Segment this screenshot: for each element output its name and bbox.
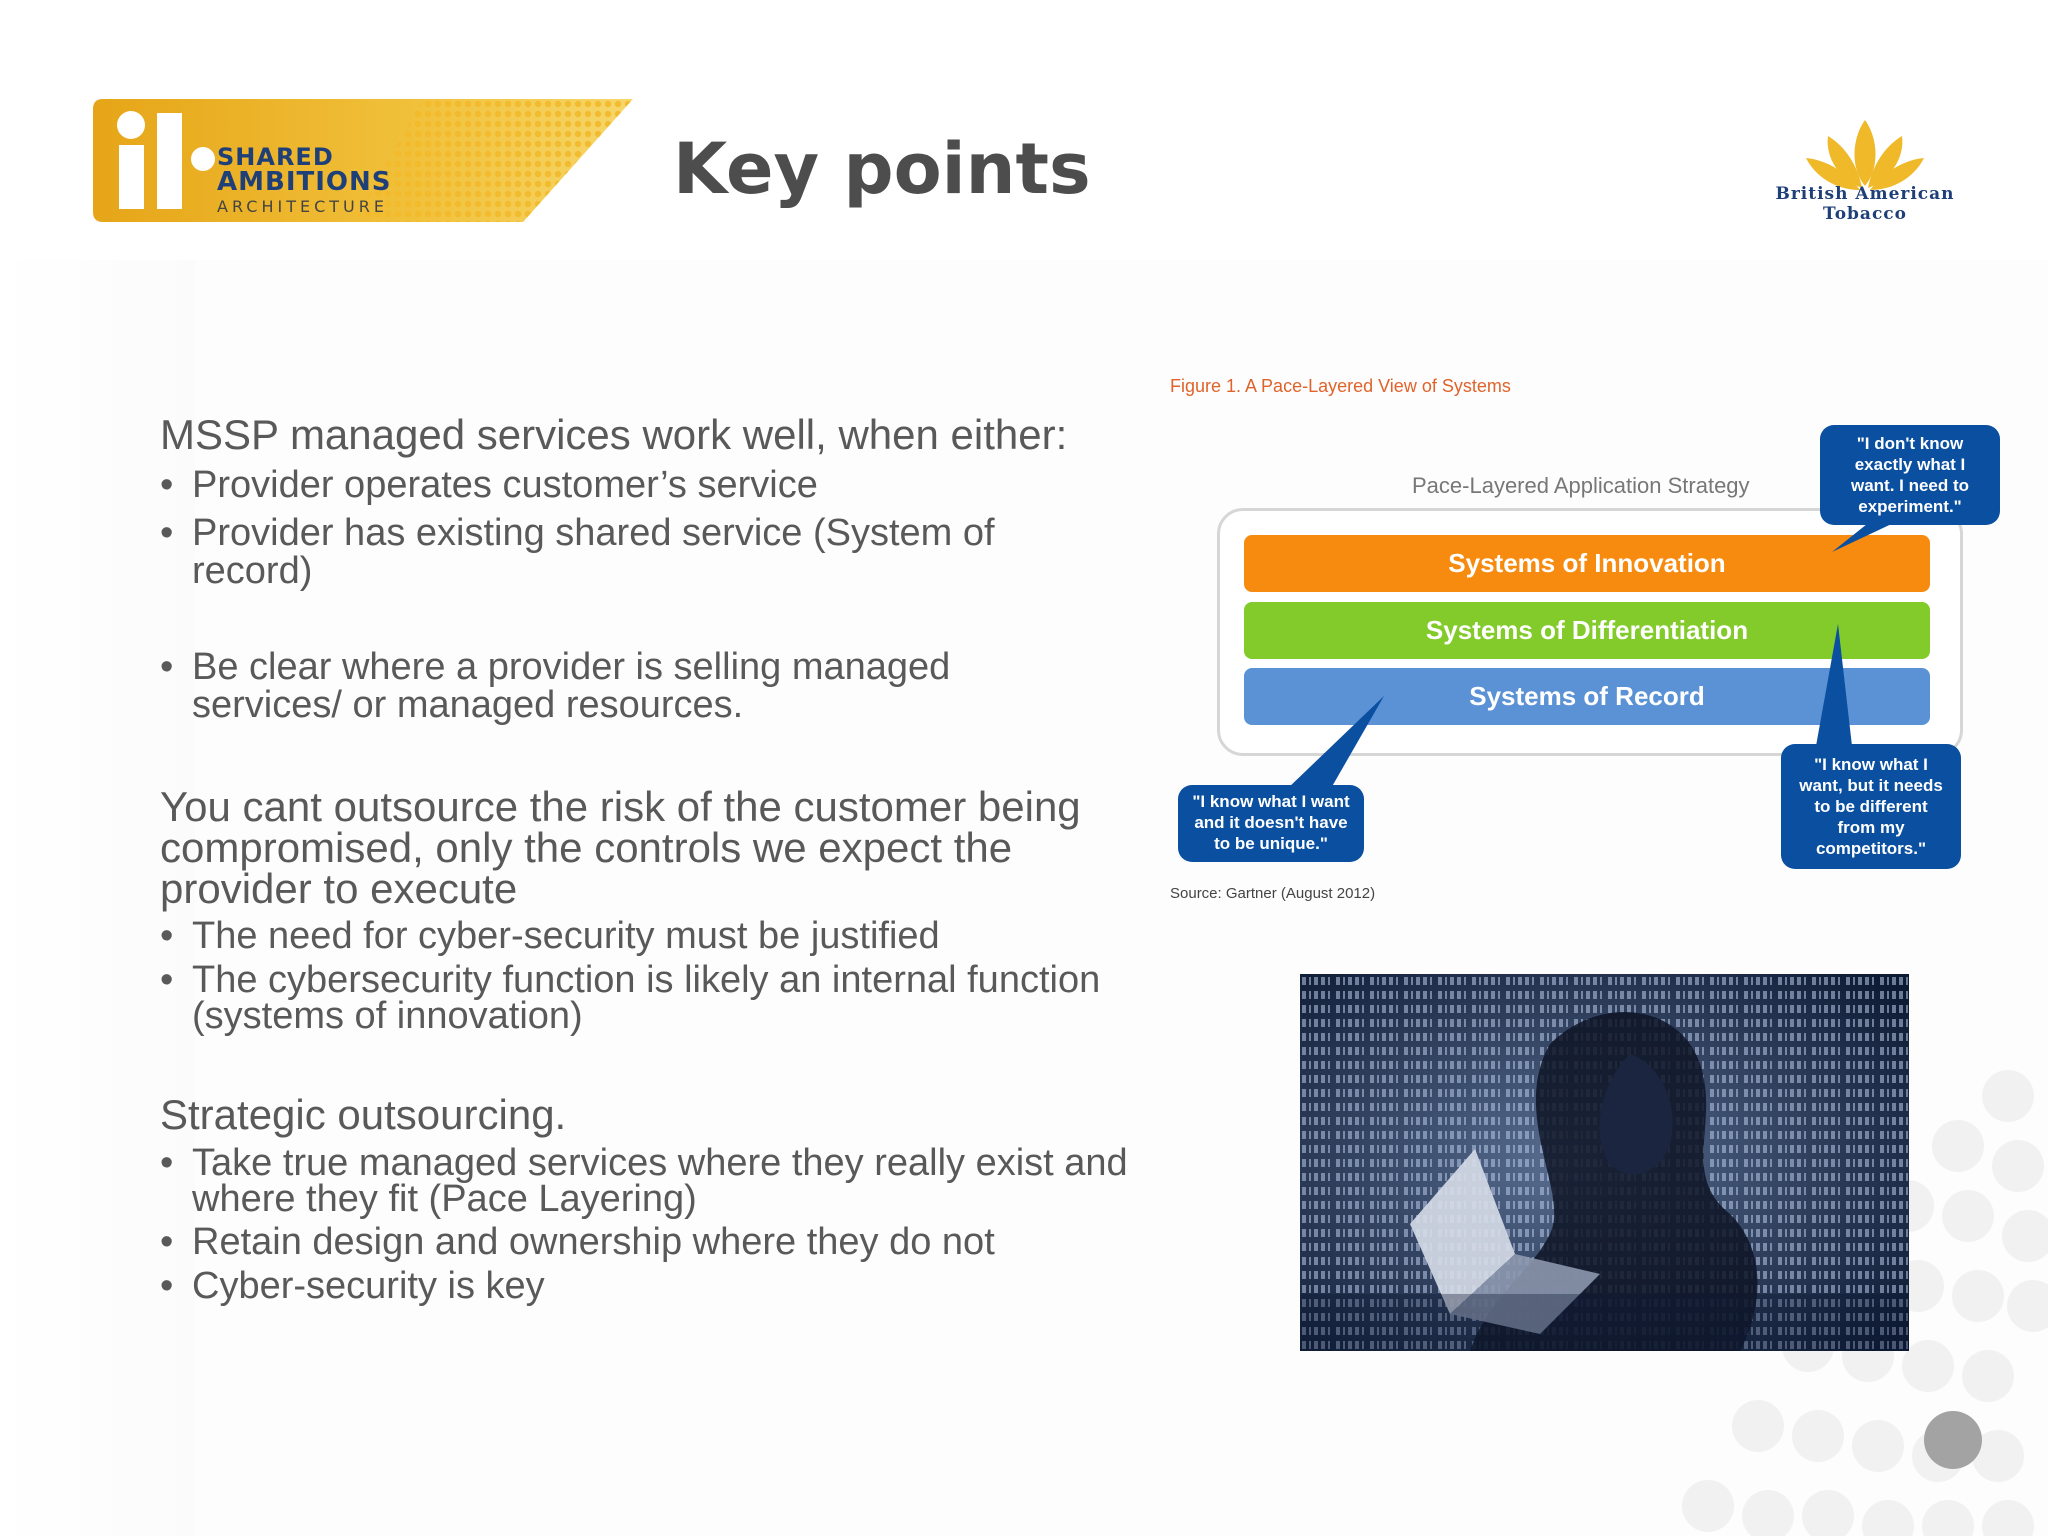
figure-source: Source: Gartner (August 2012) [1170,885,1376,902]
page-title: Key points [673,128,1091,210]
bullet-text: where they fit (Pace Layering) [192,1178,697,1220]
bullet-text: Retain design and ownership where they do not [192,1221,995,1263]
figure-caption: Figure 1. A Pace-Layered View of Systems [1170,376,1511,396]
bullet-dot: • [160,1221,174,1263]
slide-nav-button[interactable] [1924,1411,1982,1469]
bubble-line: and it doesn't have [1194,813,1348,832]
section-heading: provider to execute [160,865,518,912]
bubble-line: "I know what I [1814,755,1928,774]
bullet-dot: • [160,915,174,957]
layer-record: Systems of Record [1244,668,1930,725]
bullet-item [160,917,940,955]
bullet-continuation [160,552,312,590]
bullet-text: Take true managed services where they really exist and [192,1142,1128,1184]
bullet-item [160,648,950,686]
bubble-line: competitors." [1815,839,1927,858]
figure-subtitle: Pace-Layered Application Strategy [1412,473,1750,498]
bubble-line: from my [1837,818,1905,837]
section-heading: MSSP managed services work well, when either: [160,411,1068,458]
bullet-item [160,466,818,504]
section-heading: Strategic outsourcing. [160,1091,567,1138]
bullet-text: services/ or managed resources. [192,684,744,726]
bullet-dot: • [160,512,174,554]
bullet-text: The need for cyber-security must be justified [192,915,940,957]
bullet-dot: • [160,959,174,1001]
logo-text-architecture: ARCHITECTURE [217,197,388,216]
bubble-line: "I don't know [1856,434,1964,453]
bubble-line: want, but it needs [1799,776,1943,795]
bullet-text: Cyber-security is key [192,1265,545,1307]
hacker-binary-image [1300,974,1909,1351]
bullet-dot: • [160,646,174,688]
section-heading: compromised, only the controls we expect the [160,824,1013,871]
bullet-continuation [160,1180,697,1218]
bullet-item [160,1144,1128,1182]
bullet-item [160,514,995,552]
bullet-continuation [160,686,743,724]
section-heading: You cant outsource the risk of the customer being [160,783,1081,830]
bubble-line: exactly what I [1854,455,1966,474]
layer-differentiation: Systems of Differentiation [1244,602,1930,659]
bubble-line: want. I need to [1850,476,1970,495]
quote-bubble-differentiation [1781,744,1961,869]
logo-text-shared: SHARED [217,143,334,171]
bullet-item [160,961,1100,999]
bullet-item [160,1223,995,1261]
shared-ambitions-logo [93,99,633,222]
bullet-continuation [160,997,583,1035]
quote-bubble-innovation [1820,425,2000,525]
bullet-dot: • [160,1142,174,1184]
bullet-dot: • [160,464,174,506]
bullet-text: Provider operates customer’s service [192,464,818,506]
logo-text-ambitions: AMBITIONS [217,167,392,197]
bubble-line: to be different [1814,797,1928,816]
bullet-item [160,1267,545,1305]
bullet-text: Be clear where a provider is selling managed [192,646,951,688]
layer-innovation: Systems of Innovation [1244,535,1930,592]
bullet-text: The cybersecurity function is likely an internal function [192,959,1101,1001]
bubble-line: "I know what I want [1192,792,1350,811]
bullet-text: (systems of innovation) [192,995,583,1037]
bubble-line: experiment." [1858,497,1962,516]
bullet-text: record) [192,550,313,592]
bullet-text: Provider has existing shared service (System of [192,512,995,554]
company-name-line1: British American [1775,184,1955,204]
bullet-dot: • [160,1265,174,1307]
quote-bubble-record [1178,785,1364,862]
company-name-line2: Tobacco [1823,204,1907,224]
bubble-line: to be unique." [1214,834,1328,853]
